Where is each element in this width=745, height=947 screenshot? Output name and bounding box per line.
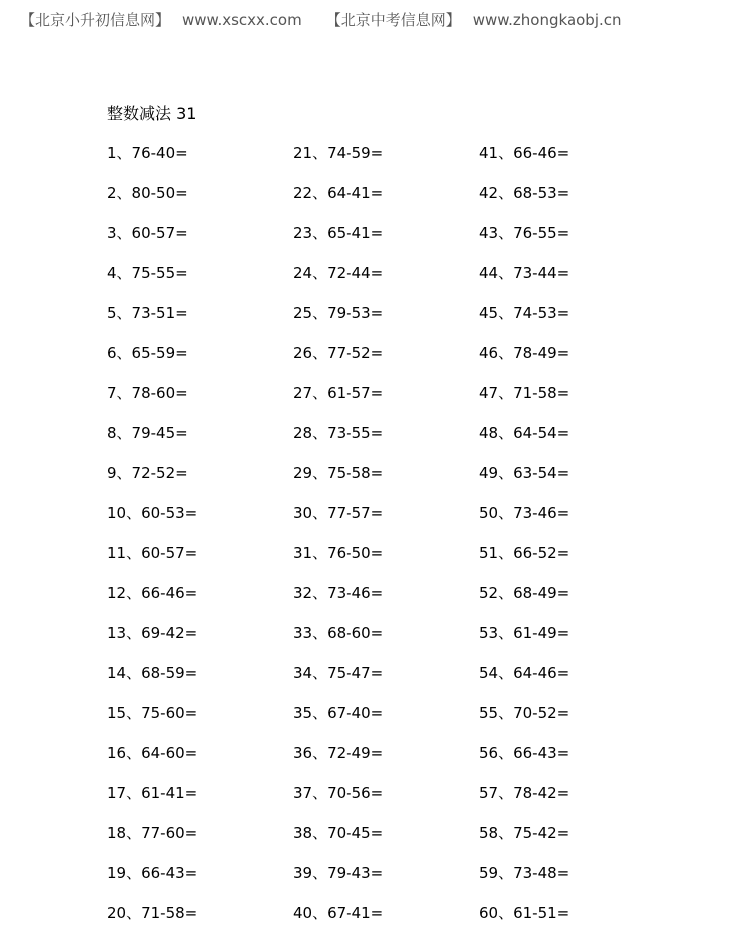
problem-item: 42、68-53= [479,184,570,202]
problem-item: 34、75-47= [293,664,384,682]
problem-item: 46、78-49= [479,344,570,362]
problem-item: 5、73-51= [107,304,188,322]
problem-item: 53、61-49= [479,624,570,642]
problem-item: 17、61-41= [107,784,198,802]
problem-item: 28、73-55= [293,424,384,442]
problem-item: 59、73-48= [479,864,570,882]
problem-item: 12、66-46= [107,584,198,602]
problem-item: 14、68-59= [107,664,198,682]
problem-item: 16、64-60= [107,744,198,762]
header-site-url-1[interactable]: www.xscxx.com [182,11,302,29]
problem-item: 2、80-50= [107,184,188,202]
problem-item: 52、68-49= [479,584,570,602]
problem-item: 11、60-57= [107,544,198,562]
problem-item: 57、78-42= [479,784,570,802]
problem-item: 30、77-57= [293,504,384,522]
header-site-url-2[interactable]: www.zhongkaobj.cn [472,11,622,29]
header-site-name-1: 【北京小升初信息网】 [20,11,171,29]
problem-item: 22、64-41= [293,184,384,202]
problem-item: 49、63-54= [479,464,570,482]
problem-item: 20、71-58= [107,904,198,922]
problem-item: 41、66-46= [479,144,570,162]
problem-item: 58、75-42= [479,824,570,842]
problem-item: 3、60-57= [107,224,188,242]
problem-item: 9、72-52= [107,464,188,482]
problem-item: 32、73-46= [293,584,384,602]
problem-item: 6、65-59= [107,344,188,362]
problem-column-3 [479,143,659,943]
problem-item: 23、65-41= [293,224,384,242]
problem-item: 43、76-55= [479,224,570,242]
problem-item: 1、76-40= [107,144,188,162]
problem-column-2 [293,143,473,943]
problem-item: 51、66-52= [479,544,570,562]
problem-item: 38、70-45= [293,824,384,842]
problem-item: 55、70-52= [479,704,570,722]
problem-item: 37、70-56= [293,784,384,802]
problem-item: 21、74-59= [293,144,384,162]
problem-item: 19、66-43= [107,864,198,882]
problem-item: 27、61-57= [293,384,384,402]
problem-item: 56、66-43= [479,744,570,762]
problem-item: 26、77-52= [293,344,384,362]
problem-item: 4、75-55= [107,264,188,282]
problem-item: 18、77-60= [107,824,198,842]
problem-item: 7、78-60= [107,384,188,402]
problem-item: 29、75-58= [293,464,384,482]
problem-item: 8、79-45= [107,424,188,442]
problem-item: 24、72-44= [293,264,384,282]
problem-item: 45、74-53= [479,304,570,322]
page-header [20,9,622,30]
problem-item: 48、64-54= [479,424,570,442]
problem-item: 33、68-60= [293,624,384,642]
problem-item: 10、60-53= [107,504,198,522]
problem-item: 60、61-51= [479,904,570,922]
problem-item: 47、71-58= [479,384,570,402]
problem-item: 50、73-46= [479,504,570,522]
problem-column-1 [107,143,287,943]
worksheet-title: 整数减法 31 [107,104,197,123]
header-site-name-2: 【北京中考信息网】 [325,11,461,29]
problem-item: 39、79-43= [293,864,384,882]
problem-item: 25、79-53= [293,304,384,322]
problem-item: 40、67-41= [293,904,384,922]
problem-item: 15、75-60= [107,704,198,722]
problem-item: 13、69-42= [107,624,198,642]
problem-item: 35、67-40= [293,704,384,722]
problem-item: 36、72-49= [293,744,384,762]
problem-item: 54、64-46= [479,664,570,682]
problem-item: 31、76-50= [293,544,384,562]
problem-item: 44、73-44= [479,264,570,282]
